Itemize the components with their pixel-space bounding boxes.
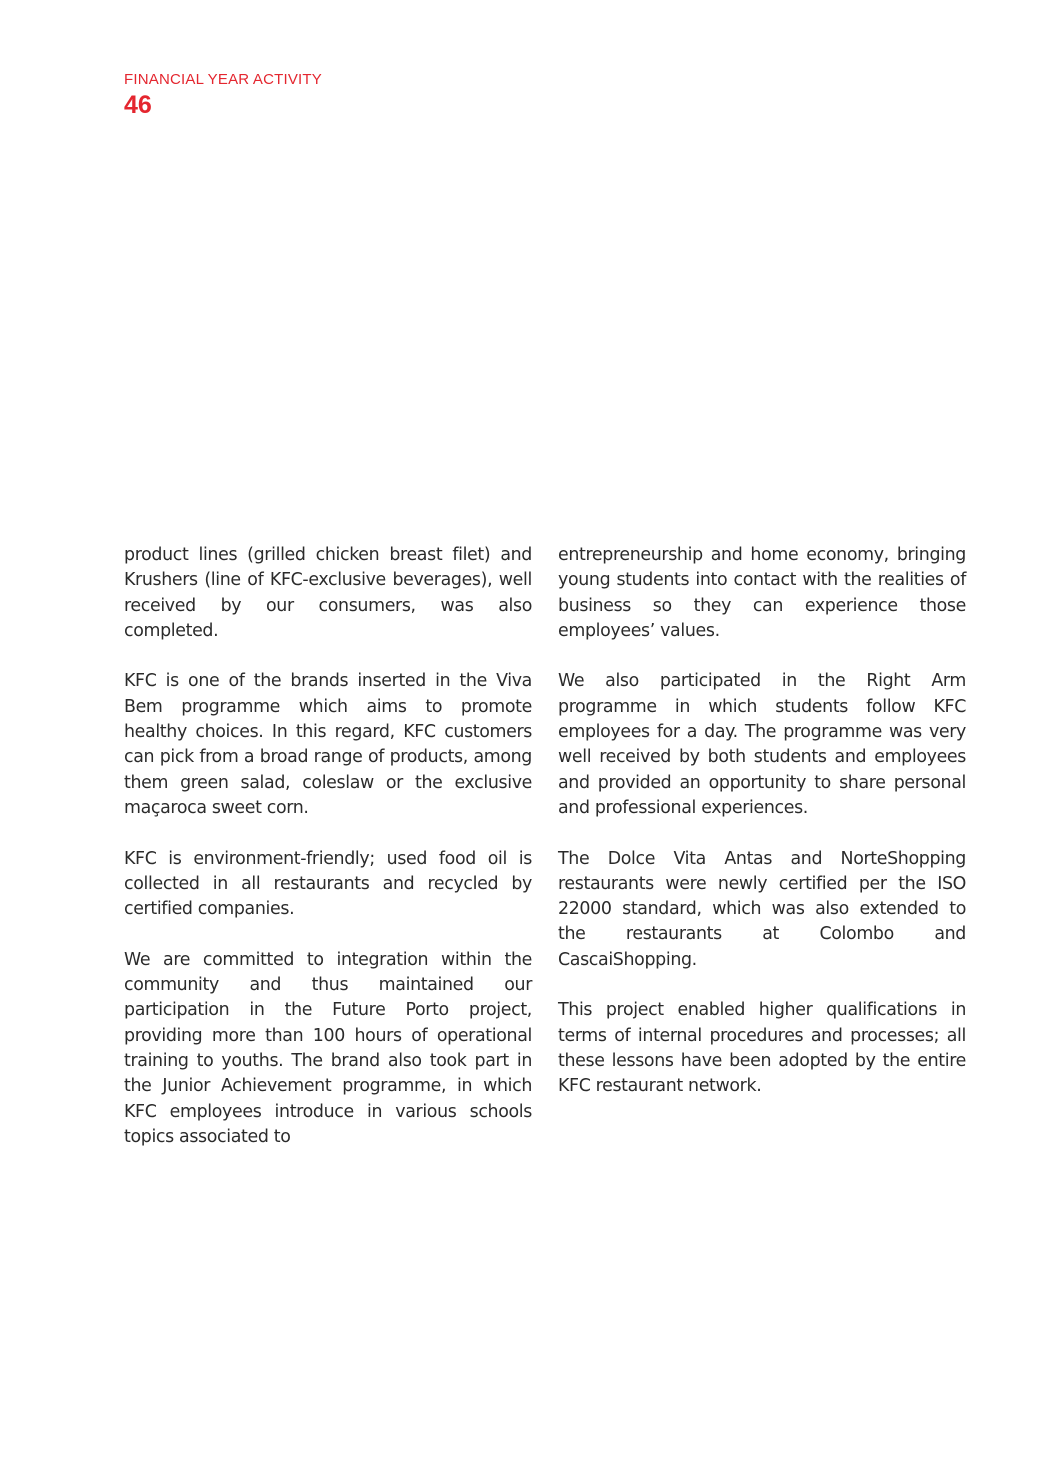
paragraph: The Dolce Vita Antas and NorteShopping restaurants were newly certified per the ISO 22000 standard, which was also extended to the restaurants at Colombo and CascaiShopping. xyxy=(558,848,966,970)
right-column xyxy=(558,543,966,1150)
paragraph: We also participated in the Right Arm programme in which students follow KFC employees for a day. The programme was very well received by both students and employees and provided an opportunity to share personal and professional experiences. xyxy=(558,671,966,818)
paragraph: entrepreneurship and home economy, bringing young students into contact with the realities of business so they can experience those employees’ values. xyxy=(558,545,966,641)
left-column xyxy=(124,543,532,1150)
paragraph: We are committed to integration within the community and thus maintained our participation in the Future Porto project, providing more than 100 hours of operational training to youths. The brand also took part in the Junior Achievement programme, in which KFC employees introduce in various schools topics associated to xyxy=(124,949,532,1147)
paragraph: KFC is environment-friendly; used food oil is collected in all restaurants and recycled by certified companies. xyxy=(124,848,532,920)
page-header xyxy=(124,70,322,119)
paragraph: product lines (grilled chicken breast filet) and Krushers (line of KFC-exclusive beverages), well received by our consumers, was also completed. xyxy=(124,545,532,641)
page-number: 46 xyxy=(124,91,152,119)
paragraph: This project enabled higher qualifications in terms of internal procedures and processes; all these lessons have been adopted by the entire KFC restaurant network. xyxy=(558,1000,966,1097)
paragraph: KFC is one of the brands inserted in the Viva Bem programme which aims to promote healthy choices. In this regard, KFC customers can pick from a broad range of products, among them green salad, coleslaw or the exclusive maçaroca sweet corn. xyxy=(124,671,532,818)
section-label: FINANCIAL YEAR ACTIVITY xyxy=(124,71,322,88)
body-text-columns xyxy=(124,543,966,1150)
